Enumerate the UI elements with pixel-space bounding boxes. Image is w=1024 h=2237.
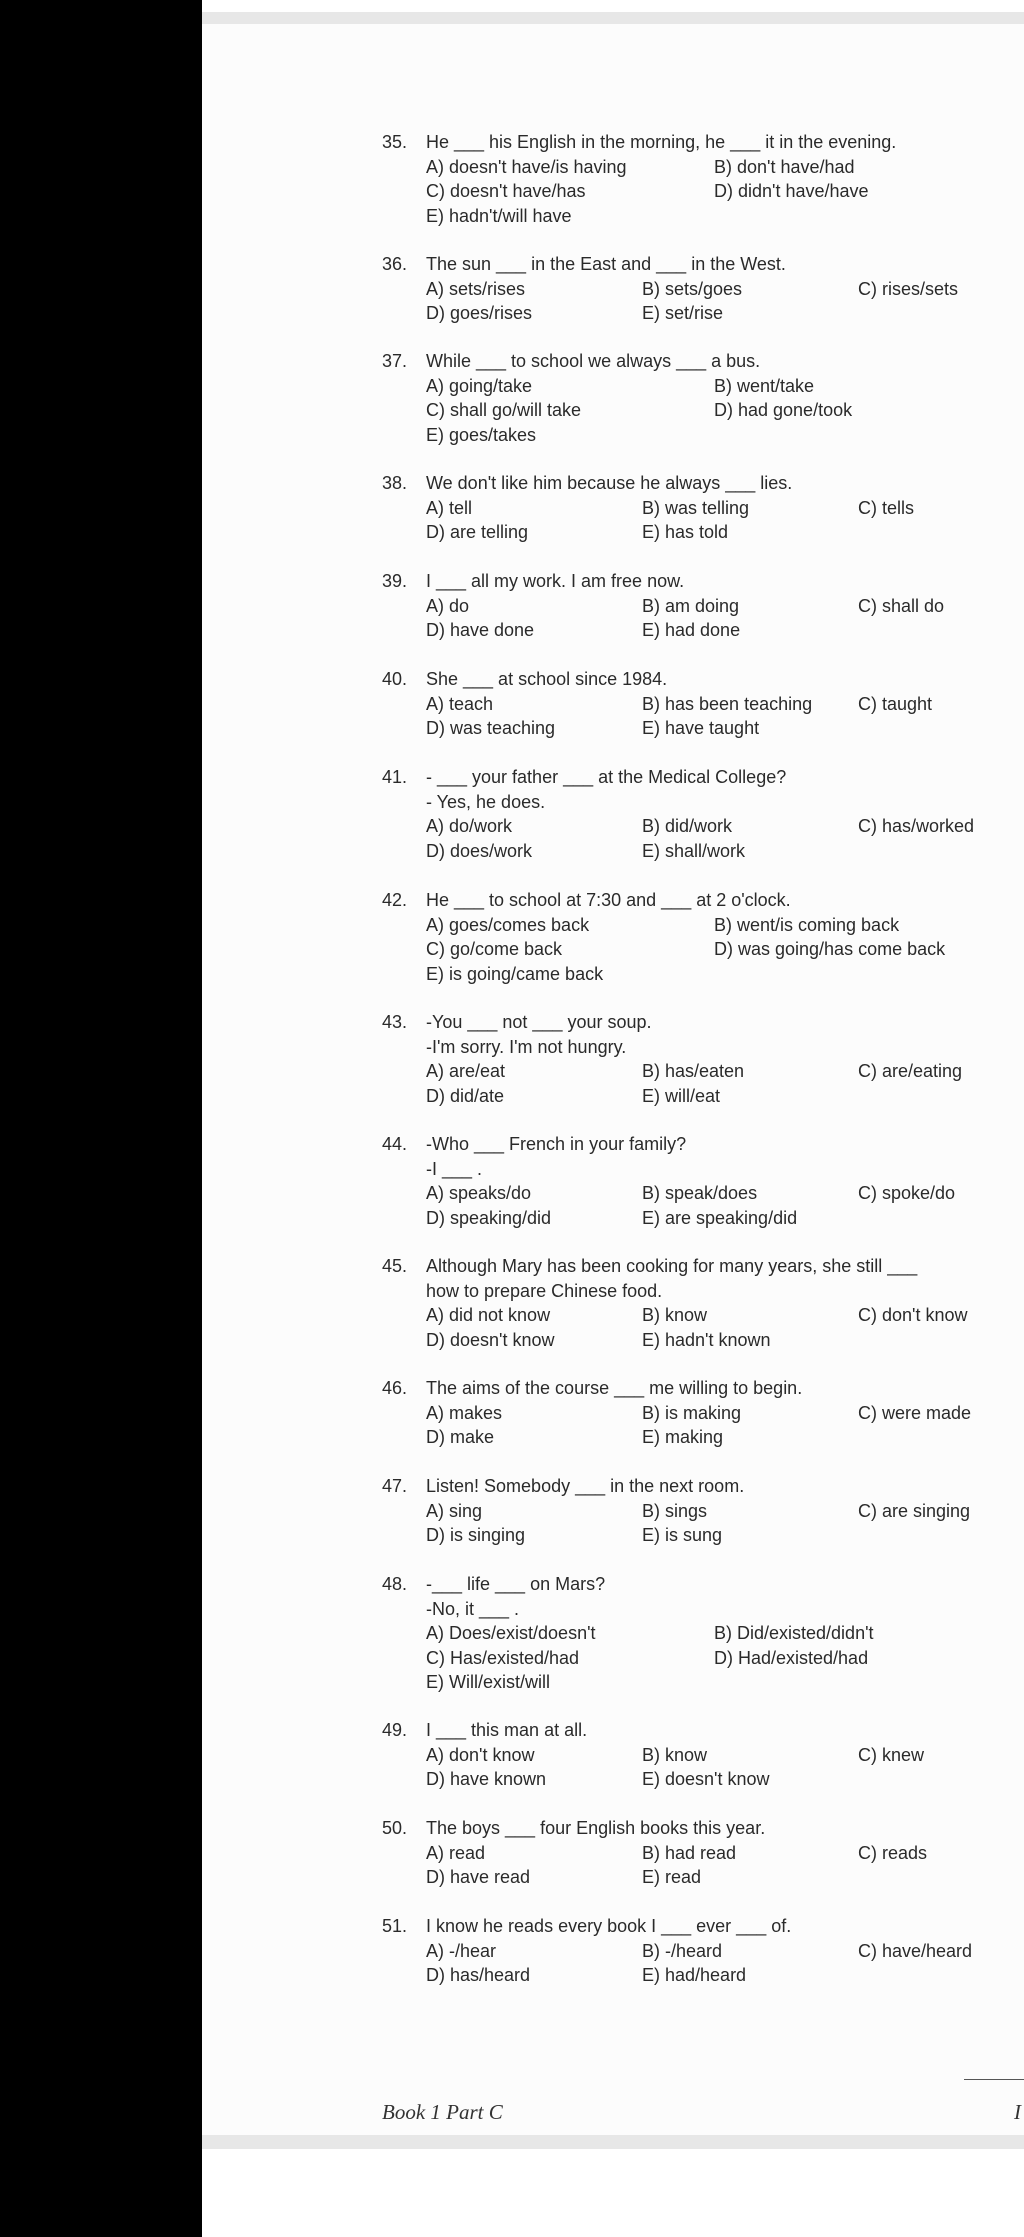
option-b[interactable]: B) sets/goes [642, 278, 743, 299]
option-d[interactable]: D) goes/rises [426, 303, 533, 323]
option-a[interactable]: A) Does/exist/doesn't [426, 1623, 596, 1643]
option-a[interactable]: A) doesn't have/is having [426, 156, 627, 177]
option-a[interactable]: A) speaks/do [426, 1183, 532, 1203]
question-number: 50. [382, 1818, 408, 1838]
question-number: 42. [382, 890, 408, 910]
question-text: -___ life ___ on Mars? [426, 1574, 606, 1594]
question-number: 51. [382, 1916, 408, 1936]
option-e[interactable]: E) goes/takes [426, 424, 537, 445]
document-page[interactable] [202, 0, 1024, 2237]
option-b[interactable]: B) has been teaching [642, 693, 813, 714]
worksheet [202, 24, 1024, 2135]
option-d[interactable]: D) have read [426, 1867, 531, 1887]
option-b[interactable]: B) am doing [642, 595, 740, 616]
question-text: I ___ all my work. I am free now. [426, 571, 685, 591]
option-c[interactable]: C) Has/existed/had [426, 1647, 580, 1668]
question-number: 48. [382, 1574, 408, 1594]
footer-book-label: Book 1 Part C [382, 2100, 503, 2124]
option-b[interactable]: B) know [642, 1305, 708, 1325]
option-e[interactable]: E) read [642, 1867, 702, 1887]
option-a[interactable]: A) did not know [426, 1305, 551, 1325]
option-c[interactable]: C) has/worked [858, 816, 975, 836]
question-text: I ___ this man at all. [426, 1720, 588, 1740]
question-text: He ___ to school at 7:30 and ___ at 2 o'clock. [426, 890, 791, 910]
question-text: Although Mary has been cooking for many years, she still ___ [426, 1256, 918, 1276]
option-e[interactable]: E) had done [642, 620, 741, 640]
option-a[interactable]: A) sets/rises [426, 278, 526, 299]
question-text: The aims of the course ___ me willing to begin. [426, 1378, 803, 1398]
question-subline: how to prepare Chinese food. [426, 1280, 663, 1301]
option-b[interactable]: B) don't have/had [714, 156, 855, 177]
question-number: 37. [382, 351, 408, 371]
option-e[interactable]: E) is going/came back [426, 963, 604, 984]
question-number: 44. [382, 1134, 408, 1154]
question-42 [382, 888, 1024, 986]
option-e[interactable]: E) is sung [642, 1525, 723, 1545]
option-a[interactable]: A) tell [426, 497, 473, 518]
question-text: He ___ his English in the morning, he ___ it in the evening. [426, 132, 897, 152]
option-e[interactable]: E) hadn't/will have [426, 205, 572, 226]
question-51 [382, 1914, 1024, 1988]
question-text: While ___ to school we always ___ a bus. [426, 351, 761, 371]
question-36 [382, 252, 1024, 326]
option-d[interactable]: D) has/heard [426, 1965, 531, 1985]
question-35 [382, 130, 1024, 228]
option-d[interactable]: D) have done [426, 620, 535, 640]
option-a[interactable]: A) don't know [426, 1744, 535, 1765]
question-50 [382, 1816, 1024, 1890]
option-c[interactable]: C) spoke/do [858, 1183, 956, 1203]
option-d[interactable]: D) had gone/took [714, 400, 853, 420]
option-b[interactable]: B) know [642, 1744, 708, 1765]
option-c[interactable]: C) are singing [858, 1500, 971, 1521]
left-black-margin [0, 0, 202, 2237]
question-48 [382, 1572, 1024, 1695]
question-subline: -I ___ . [426, 1158, 483, 1179]
option-d[interactable]: D) does/work [426, 840, 533, 861]
option-b[interactable]: B) went/is coming back [714, 914, 900, 935]
option-a[interactable]: A) teach [426, 693, 494, 714]
page-bottom-edge [202, 2135, 1024, 2149]
option-d[interactable]: D) did/ate [426, 1085, 505, 1106]
question-number: 49. [382, 1720, 408, 1740]
option-e[interactable]: E) are speaking/did [642, 1207, 798, 1228]
option-b[interactable]: B) did/work [642, 816, 733, 836]
option-e[interactable]: E) hadn't known [642, 1329, 771, 1350]
option-b[interactable]: B) is making [642, 1402, 742, 1423]
option-b[interactable]: B) went/take [714, 375, 815, 396]
option-c[interactable]: C) shall do [858, 595, 945, 616]
option-c[interactable]: C) tells [858, 497, 915, 518]
question-39 [382, 569, 1024, 643]
question-number: 47. [382, 1476, 408, 1496]
question-44 [382, 1132, 1024, 1230]
option-d[interactable]: D) was teaching [426, 718, 556, 738]
question-38 [382, 471, 1024, 545]
question-text: We don't like him because he always ___ lies. [426, 473, 793, 493]
option-a[interactable]: A) sing [426, 1500, 483, 1521]
question-text: - ___ your father ___ at the Medical College? [426, 767, 787, 787]
option-b[interactable]: B) Did/existed/didn't [714, 1623, 874, 1643]
question-47 [382, 1474, 1024, 1548]
question-41 [382, 765, 1024, 863]
option-a[interactable]: A) -/hear [426, 1940, 497, 1961]
question-37 [382, 349, 1024, 447]
question-subline: - Yes, he does. [426, 791, 546, 812]
question-text: -Who ___ French in your family? [426, 1134, 687, 1154]
option-b[interactable]: B) was telling [642, 497, 750, 518]
option-a[interactable]: A) do [426, 595, 470, 616]
option-d[interactable]: D) have known [426, 1769, 547, 1789]
question-text: I know he reads every book I ___ ever ___ of. [426, 1916, 792, 1936]
option-a[interactable]: A) are/eat [426, 1061, 506, 1081]
option-a[interactable]: A) goes/comes back [426, 914, 590, 935]
option-a[interactable]: A) going/take [426, 375, 533, 396]
question-40 [382, 667, 1024, 741]
option-c[interactable]: C) knew [858, 1744, 925, 1765]
question-number: 40. [382, 669, 408, 689]
option-c[interactable]: C) were made [858, 1402, 972, 1423]
option-e[interactable]: E) has told [642, 522, 729, 542]
question-46 [382, 1376, 1024, 1450]
option-e[interactable]: E) have taught [642, 718, 760, 738]
option-c[interactable]: C) have/heard [858, 1940, 973, 1961]
question-text: The sun ___ in the East and ___ in the West. [426, 254, 786, 274]
option-d[interactable]: D) make [426, 1427, 495, 1447]
option-e[interactable]: E) set/rise [642, 303, 724, 323]
footer-rule [964, 2079, 1024, 2080]
option-c[interactable]: C) don't know [858, 1305, 968, 1325]
option-a[interactable]: A) read [426, 1842, 486, 1863]
option-b[interactable]: B) speak/does [642, 1183, 758, 1203]
option-c[interactable]: C) go/come back [426, 939, 563, 959]
option-d[interactable]: D) was going/has come back [714, 939, 946, 959]
option-c[interactable]: C) shall go/will take [426, 400, 582, 420]
question-45 [382, 1254, 1024, 1352]
option-e[interactable]: E) shall/work [642, 840, 746, 861]
footer-page-fragment: I [1014, 2100, 1021, 2124]
option-b[interactable]: B) has/eaten [642, 1061, 745, 1081]
option-c[interactable]: C) rises/sets [858, 278, 959, 299]
question-subline: -I'm sorry. I'm not hungry. [426, 1036, 627, 1057]
option-c[interactable]: C) are/eating [858, 1061, 963, 1081]
option-a[interactable]: A) do/work [426, 816, 513, 836]
option-e[interactable]: E) making [642, 1427, 724, 1447]
question-number: 43. [382, 1012, 408, 1032]
question-text: She ___ at school since 1984. [426, 669, 668, 689]
option-d[interactable]: D) doesn't know [426, 1329, 555, 1350]
question-text: Listen! Somebody ___ in the next room. [426, 1476, 745, 1496]
option-d[interactable]: D) is singing [426, 1525, 526, 1545]
question-number: 35. [382, 132, 408, 152]
question-number: 45. [382, 1256, 408, 1276]
question-49 [382, 1718, 1024, 1792]
question-43 [382, 1010, 1024, 1108]
option-a[interactable]: A) makes [426, 1402, 503, 1423]
question-subline: -No, it ___ . [426, 1598, 520, 1619]
option-d[interactable]: D) didn't have/have [714, 181, 869, 201]
option-e[interactable]: E) had/heard [642, 1965, 747, 1985]
option-e[interactable]: E) will/eat [642, 1085, 721, 1106]
option-c[interactable]: C) taught [858, 693, 933, 714]
option-c[interactable]: C) reads [858, 1842, 928, 1863]
option-e[interactable]: E) doesn't know [642, 1769, 770, 1789]
question-number: 46. [382, 1378, 408, 1398]
question-text: -You ___ not ___ your soup. [426, 1012, 652, 1032]
question-text: The boys ___ four English books this year. [426, 1818, 766, 1838]
option-e[interactable]: E) Will/exist/will [426, 1672, 550, 1692]
option-d[interactable]: D) are telling [426, 522, 529, 542]
page-top-edge [202, 12, 1024, 24]
question-number: 39. [382, 571, 408, 591]
option-b[interactable]: B) had read [642, 1842, 737, 1863]
option-d[interactable]: D) speaking/did [426, 1207, 552, 1228]
question-number: 36. [382, 254, 408, 274]
question-number: 38. [382, 473, 408, 493]
option-b[interactable]: B) sings [642, 1500, 708, 1521]
option-b[interactable]: B) -/heard [642, 1940, 723, 1961]
question-number: 41. [382, 767, 408, 787]
option-d[interactable]: D) Had/existed/had [714, 1647, 869, 1668]
option-c[interactable]: C) doesn't have/has [426, 181, 586, 201]
